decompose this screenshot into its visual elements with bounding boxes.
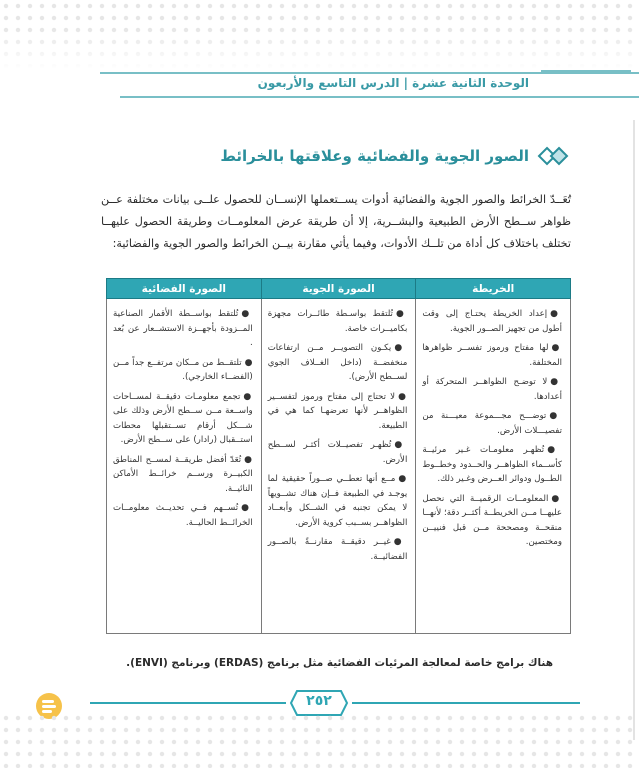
satellite-column	[107, 299, 262, 634]
map-point: ●لها مفتاح ورموز تفســر ظواهرها المختلفة.	[422, 343, 562, 368]
page-rule-right	[352, 702, 580, 704]
satellite-point: ●تُعَدّ أفضل طريقــة لمســح المناطق الكبيــرة ورســم خرائــط الأماكن النائيــة.	[113, 454, 253, 494]
satellite-point: ●تُســهم فــي تحديــث معلومــات الخرائــط الحاليــة.	[113, 503, 253, 528]
margin-rule	[633, 120, 635, 740]
section-title: الصور الجوية والفضائية وعلاقتها بالخرائط	[220, 147, 529, 165]
satellite-point: ●تلتقــط من مــكان مرتفــع جداً مــن (الفضــاء الخارجي).	[113, 357, 253, 382]
software-note: هناك برامج خاصة لمعالجة المرئيات الفضائية مثل برنامج (ERDAS) وبرنامج (ENVI).	[126, 656, 553, 669]
intro-paragraph: تُعَــدّ الخرائط والصور الجوية والفضائية أدوات يســتعملها الإنســان للحصول علــى بيانات مختلفة عــن ظواهر ســطح الأرض الطبيعية والبشــرية، إلا أن طريقة عرض المعلومــات وطريقة الحصول عليهــا تختلف باختلاف كل أداة من تلــك الأدوات، وفيما يأتي مقارنة بيــن الخرائط والصور الجوية والفضائية:	[101, 193, 571, 251]
aerial-point: ●لا تحتاج إلى مفتاح ورموز لتفســير الظواهــر لأنها تعرضهـا كما هي في الطبيعة.	[267, 391, 408, 431]
aerial-point: ●غيــر دقيقــة مقارنــةً بالصــور الفضائيــة.	[267, 537, 408, 562]
table-row	[107, 299, 571, 634]
aerial-column	[261, 299, 416, 634]
map-point: ●إعداد الخريطة يحتـاج إلى وقت أطول من تجهيز الصــور الجوية.	[422, 309, 563, 334]
header-rule-bottom	[120, 96, 639, 98]
aerial-point: ●مــع أنها تعطــي صــوراً حقيقية لما يوجـد في الطبيعة فــإن هناك تشــويهاً لا يمكن تجنبه في الشــكل وأبعــاد الظواهــر بســبب كروية الأرض.	[267, 474, 408, 528]
header-rule-top	[100, 72, 639, 74]
section-heading	[101, 143, 571, 169]
page-rule-left	[90, 702, 286, 704]
bottom-dot-pattern	[0, 712, 639, 768]
aerial-point: ●تُظهـر تفصيــلات أكثـر لســطح الأرض.	[267, 440, 408, 465]
page-number: ٢٥٢	[306, 693, 332, 709]
aerial-point: ●يكـون التصويــر مــن ارتفاعات منخفضــة (داخل الغــلاف الجوي لســطح الأرض).	[267, 343, 408, 382]
top-dot-fade	[0, 0, 639, 70]
map-point: ●المعلومــات الرقميــة التي نحصل عليهــا مــن الخريطــة أكثــر دقة؛ لأنهــا منقحــة ومصححة مــن قبل فنييــن ومختصين.	[422, 493, 562, 547]
header-aerial: الصورة الجوية	[261, 279, 416, 299]
comparison-table	[106, 278, 571, 634]
unit-breadcrumb: الوحدة الثانية عشرة | الدرس التاسع والأربعون	[257, 76, 529, 90]
diamond-icon	[537, 146, 571, 166]
aerial-point: ●تُلتقط بواسـطة طائــرات مجهزة بكاميــرات خاصة.	[267, 309, 408, 334]
header-satellite: الصورة الفضائية	[107, 279, 262, 299]
satellite-point: ●تُلتقط بواســطة الأقمار الصناعية المــزودة بأجهــزة الاستشــعار عن بُعد .	[113, 309, 253, 348]
header-map: الخريطة	[416, 279, 571, 299]
map-point: ●توضـــح مجـــموعة معيـــنة من تفصيـــلات الأرض.	[422, 411, 563, 436]
map-point: ●تُظهـر معلومـات غـير مرئيــة كأســماء الظواهــر والحــدود وخطــوط الطــول ودوائر العــرض وغـير ذلك.	[422, 445, 562, 484]
map-column	[416, 299, 571, 634]
satellite-point: ●تجمع معلومـات دقيقــة لمســاحات واســعة مــن ســطح الأرض وذلك على شـــكل أرقام تســتقبلها محطات استــقبال (رادار) على ســطح الأرض.	[113, 391, 253, 445]
table-header-row	[107, 279, 571, 299]
map-point: ●لا توضـح الظواهــر المتحركة أو أعدادها.	[422, 377, 562, 402]
